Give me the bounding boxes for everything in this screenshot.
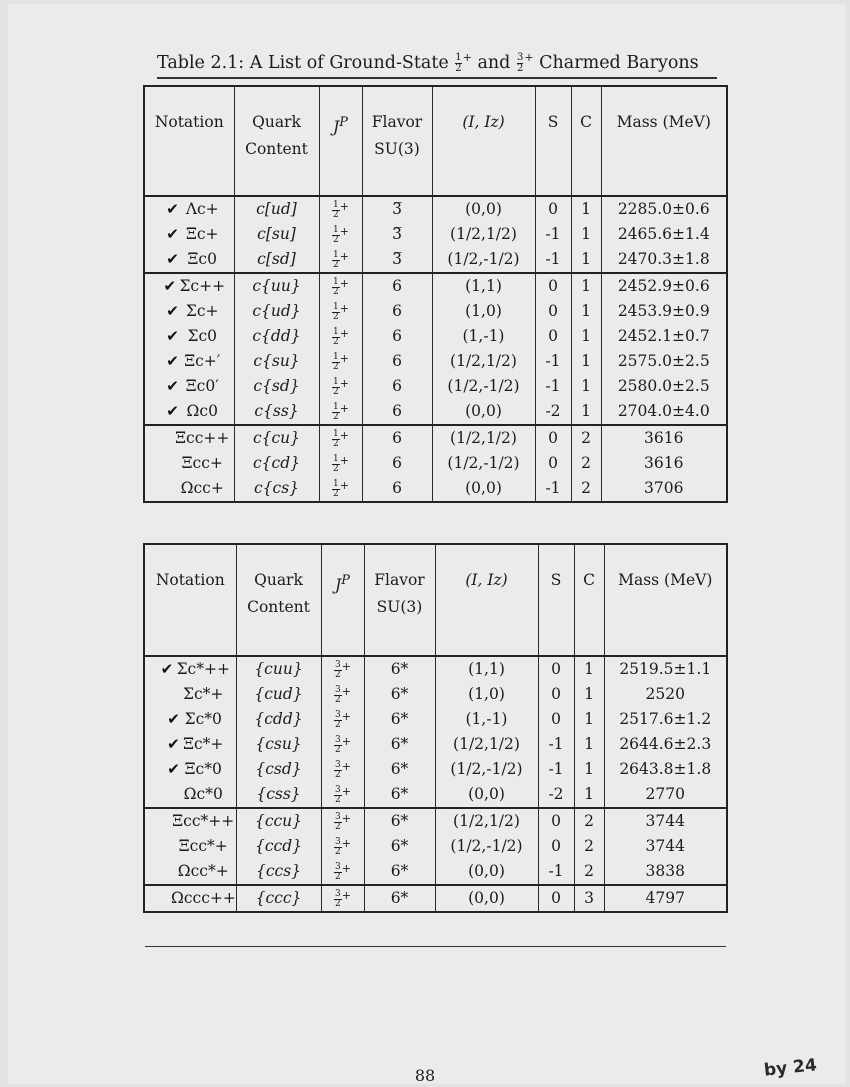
notation-cell	[144, 859, 236, 885]
baryon-symbol: Σc0	[187, 327, 217, 345]
baryon-row	[144, 222, 727, 247]
isospin: (1/2,1/2)	[432, 349, 535, 374]
flavor-su3: 3̅	[362, 222, 432, 247]
baryon-row	[144, 349, 727, 374]
quark-content: {cuu}	[236, 656, 321, 682]
strangeness: 0	[538, 808, 574, 834]
quark-content: {cud}	[236, 682, 321, 707]
caption-fraction-three-halves: $\frac{3}{2}$	[516, 51, 524, 74]
spin-parity: $\frac{1}{2}$ +	[319, 476, 362, 502]
strangeness: 0	[538, 707, 574, 732]
checkmark-icon: ✔	[166, 200, 179, 218]
mass: 2517.6±1.2	[604, 707, 727, 732]
quark-content: {csu}	[236, 732, 321, 757]
notation-cell	[144, 707, 236, 732]
spin-parity: $\frac{3}{2}$ +	[321, 656, 364, 682]
strangeness: -1	[535, 349, 571, 374]
checkmark-icon: ✔	[166, 377, 179, 395]
charm: 2	[574, 808, 604, 834]
baryon-symbol: Ξc*0	[184, 760, 222, 778]
strangeness: -1	[538, 859, 574, 885]
quark-content: c{uu}	[234, 273, 319, 299]
notation-cell	[144, 349, 234, 374]
baryon-row	[144, 859, 727, 885]
quark-content: {cdd}	[236, 707, 321, 732]
isospin: (0,0)	[432, 399, 535, 425]
notation-cell	[144, 324, 234, 349]
flavor-su3: 6	[362, 299, 432, 324]
quark-content: {ccu}	[236, 808, 321, 834]
charm: 2	[571, 425, 601, 451]
baryon-symbol: Ωcc*+	[177, 862, 229, 880]
isospin: (1/2,-1/2)	[432, 374, 535, 399]
notation-cell	[144, 782, 236, 808]
mass: 2520	[604, 682, 727, 707]
strangeness: -2	[538, 782, 574, 808]
flavor-su3: 6	[362, 399, 432, 425]
spin-parity: $\frac{1}{2}$ +	[319, 324, 362, 349]
spin-parity: $\frac{1}{2}$ +	[319, 451, 362, 476]
spin-parity: $\frac{1}{2}$ +	[319, 425, 362, 451]
caption-prefix: Table 2.1: A List of Ground-State	[157, 52, 449, 73]
flavor-su3: 6*	[364, 782, 435, 808]
quark-content: c{cs}	[234, 476, 319, 502]
notation-cell	[144, 222, 234, 247]
isospin: (1,1)	[435, 656, 538, 682]
header-jp: $J^P$	[319, 86, 362, 196]
mass: 4797	[604, 885, 727, 912]
charm: 1	[571, 196, 601, 222]
header-quark-content: Quark Content	[234, 86, 319, 196]
caption-suffix: Charmed Baryons	[539, 52, 699, 73]
strangeness: 0	[535, 273, 571, 299]
header-quark-content: Quark Content	[236, 544, 321, 656]
charm: 2	[574, 834, 604, 859]
mass: 3744	[604, 808, 727, 834]
header-flavor: Flavor SU(3)	[364, 544, 435, 656]
checkmark-icon: ✔	[163, 277, 177, 295]
flavor-su3: 6	[362, 349, 432, 374]
checkmark-icon: ✔	[166, 352, 179, 370]
baryon-row	[144, 247, 727, 273]
baryon-row	[144, 757, 727, 782]
quark-content: c[ud]	[234, 196, 319, 222]
notation-cell	[144, 656, 236, 682]
baryon-symbol: Ωc*0	[183, 785, 223, 803]
header-isospin: (I, Iz)	[432, 86, 535, 196]
isospin: (0,0)	[432, 476, 535, 502]
isospin: (1/2,-1/2)	[435, 834, 538, 859]
notation-cell	[144, 451, 234, 476]
charm: 3	[574, 885, 604, 912]
strangeness: 0	[538, 656, 574, 682]
quark-content: c[su]	[234, 222, 319, 247]
isospin: (0,0)	[432, 196, 535, 222]
quark-content: {csd}	[236, 757, 321, 782]
charm: 1	[571, 374, 601, 399]
strangeness: -1	[535, 374, 571, 399]
isospin: (1,-1)	[435, 707, 538, 732]
spin-parity: $\frac{1}{2}$ +	[319, 196, 362, 222]
quark-content: c{dd}	[234, 324, 319, 349]
spin-parity: $\frac{1}{2}$ +	[319, 374, 362, 399]
spin-parity: $\frac{1}{2}$ +	[319, 399, 362, 425]
flavor-su3: 6*	[364, 757, 435, 782]
isospin: (0,0)	[435, 885, 538, 912]
baryon-row	[144, 196, 727, 222]
spin-parity: $\frac{3}{2}$ +	[321, 707, 364, 732]
baryon-symbol: Λc+	[185, 200, 219, 218]
baryon-symbol: Ξc0	[187, 250, 217, 268]
flavor-su3: 6*	[364, 859, 435, 885]
notation-cell	[144, 374, 234, 399]
baryon-symbol: Ξc0′	[185, 377, 219, 395]
spin-parity: $\frac{3}{2}$ +	[321, 808, 364, 834]
header-strangeness: S	[538, 544, 574, 656]
flavor-su3: 6	[362, 425, 432, 451]
mass: 3706	[601, 476, 727, 502]
baryon-symbol: Σc*0	[184, 710, 222, 728]
checkmark-icon: ✔	[166, 302, 179, 320]
baryon-row	[144, 399, 727, 425]
baryon-symbol: Σc+	[185, 302, 219, 320]
caption-fraction-half: $\frac{1}{2}$	[455, 51, 462, 74]
isospin: (1/2,1/2)	[435, 808, 538, 834]
flavor-su3: 6	[362, 451, 432, 476]
charm: 1	[574, 782, 604, 808]
flavor-su3: 6*	[364, 656, 435, 682]
header-notation: Notation	[144, 86, 234, 196]
notation-cell	[144, 757, 236, 782]
notation-cell	[144, 273, 234, 299]
mass: 2704.0±4.0	[601, 399, 727, 425]
mass: 3838	[604, 859, 727, 885]
baryon-row	[144, 273, 727, 299]
spin-parity: $\frac{3}{2}$ +	[321, 859, 364, 885]
header-charm: C	[574, 544, 604, 656]
spin-parity: $\frac{3}{2}$ +	[321, 682, 364, 707]
flavor-su3: 3̅	[362, 196, 432, 222]
quark-content: {ccd}	[236, 834, 321, 859]
quark-content: c{cd}	[234, 451, 319, 476]
isospin: (0,0)	[435, 859, 538, 885]
mass: 2452.1±0.7	[601, 324, 727, 349]
charm: 2	[574, 859, 604, 885]
charm: 1	[571, 299, 601, 324]
flavor-su3: 6*	[364, 885, 435, 912]
flavor-su3: 6*	[364, 808, 435, 834]
spin-parity: $\frac{3}{2}$ +	[321, 885, 364, 912]
charm: 1	[571, 222, 601, 247]
checkmark-icon: ✔	[167, 710, 180, 728]
charm: 1	[574, 707, 604, 732]
notation-cell	[144, 476, 234, 502]
strangeness: -2	[535, 399, 571, 425]
header-notation: Notation	[144, 544, 236, 656]
notation-cell	[144, 399, 234, 425]
mass: 2519.5±1.1	[604, 656, 727, 682]
strangeness: 0	[538, 682, 574, 707]
charm: 1	[574, 682, 604, 707]
notation-cell	[144, 299, 234, 324]
mass: 2285.0±0.6	[601, 196, 727, 222]
charm: 1	[571, 324, 601, 349]
charm: 1	[571, 349, 601, 374]
flavor-su3: 6*	[364, 707, 435, 732]
baryon-symbol: Ξcc+	[181, 454, 223, 472]
baryon-row	[144, 299, 727, 324]
header-charm: C	[571, 86, 601, 196]
strangeness: 0	[535, 451, 571, 476]
table-caption: Table 2.1: A List of Ground-State $\frac{1}{2}$ + and $\frac{3}{2}$ + Charmed Baryons	[157, 51, 717, 79]
strangeness: -1	[538, 732, 574, 757]
mass: 2770	[604, 782, 727, 808]
handwritten-mark: by 24	[763, 1055, 818, 1081]
spin-parity: $\frac{3}{2}$ +	[321, 757, 364, 782]
notation-cell	[144, 682, 236, 707]
spin-parity: $\frac{1}{2}$ +	[319, 273, 362, 299]
mass: 2644.6±2.3	[604, 732, 727, 757]
mass: 2465.6±1.4	[601, 222, 727, 247]
baryon-row	[144, 707, 727, 732]
charm: 1	[571, 273, 601, 299]
strangeness: -1	[535, 222, 571, 247]
checkmark-icon: ✔	[167, 735, 180, 753]
page-number: 88	[414, 1066, 436, 1085]
quark-content: c{ss}	[234, 399, 319, 425]
isospin: (1,0)	[435, 682, 538, 707]
flavor-su3: 6*	[364, 682, 435, 707]
flavor-su3: 6	[362, 324, 432, 349]
notation-cell	[144, 196, 234, 222]
strangeness: 0	[535, 324, 571, 349]
strangeness: -1	[535, 247, 571, 273]
checkmark-icon: ✔	[166, 250, 179, 268]
flavor-su3: 6	[362, 273, 432, 299]
baryon-symbol: Ωccc++	[171, 889, 236, 907]
flavor-su3: 6*	[364, 834, 435, 859]
notation-cell	[144, 808, 236, 834]
flavor-su3: 6*	[364, 732, 435, 757]
baryon-symbol: Ωc0	[186, 402, 218, 420]
spin-parity: $\frac{3}{2}$ +	[321, 732, 364, 757]
quark-content: {css}	[236, 782, 321, 808]
baryon-symbol: Ξcc*++	[172, 812, 235, 830]
baryon-row	[144, 451, 727, 476]
strangeness: 0	[538, 834, 574, 859]
spin-parity: $\frac{3}{2}$ +	[321, 834, 364, 859]
baryon-row	[144, 834, 727, 859]
baryon-symbol: Σc*+	[183, 685, 224, 703]
isospin: (1,1)	[432, 273, 535, 299]
flavor-su3: 6	[362, 374, 432, 399]
charm: 2	[571, 476, 601, 502]
isospin: (1/2,-1/2)	[435, 757, 538, 782]
isospin: (1,-1)	[432, 324, 535, 349]
baryon-symbol: Ξc+	[185, 225, 219, 243]
strangeness: 0	[535, 196, 571, 222]
baryon-row	[144, 656, 727, 682]
isospin: (1/2,-1/2)	[432, 451, 535, 476]
baryon-symbol: Ξcc*+	[178, 837, 228, 855]
checkmark-icon: ✔	[166, 402, 179, 420]
mass: 2470.3±1.8	[601, 247, 727, 273]
checkmark-icon: ✔	[160, 660, 174, 678]
charm: 2	[571, 451, 601, 476]
spin-parity: $\frac{1}{2}$ +	[319, 349, 362, 374]
quark-content: c[sd]	[234, 247, 319, 273]
spin-parity: $\frac{1}{2}$ +	[319, 299, 362, 324]
baryon-row	[144, 374, 727, 399]
spin-parity: $\frac{1}{2}$ +	[319, 247, 362, 273]
notation-cell	[144, 425, 234, 451]
mass: 3744	[604, 834, 727, 859]
header-mass: Mass (MeV)	[604, 544, 727, 656]
mass: 2453.9±0.9	[601, 299, 727, 324]
flavor-su3: 6	[362, 476, 432, 502]
strangeness: 0	[538, 885, 574, 912]
mass: 2580.0±2.5	[601, 374, 727, 399]
baryon-symbol: Ξc*+	[183, 735, 224, 753]
header-jp: $J^P$	[321, 544, 364, 656]
mass: 3616	[601, 451, 727, 476]
caption-and: and	[477, 52, 511, 73]
isospin: (1/2,1/2)	[432, 222, 535, 247]
isospin: (1/2,1/2)	[435, 732, 538, 757]
strangeness: 0	[535, 425, 571, 451]
quark-content: c{sd}	[234, 374, 319, 399]
baryon-symbol: Ξcc++	[175, 429, 230, 447]
isospin: (0,0)	[435, 782, 538, 808]
baryon-symbol: Ωcc+	[180, 479, 224, 497]
charm: 1	[574, 656, 604, 682]
baryon-row	[144, 808, 727, 834]
spin-parity: $\frac{1}{2}$ +	[319, 222, 362, 247]
strangeness: 0	[535, 299, 571, 324]
baryon-row	[144, 425, 727, 451]
charm: 1	[571, 247, 601, 273]
mass: 3616	[601, 425, 727, 451]
baryon-row	[144, 476, 727, 502]
header-strangeness: S	[535, 86, 571, 196]
table-bottom-rule	[145, 946, 726, 947]
mass: 2643.8±1.8	[604, 757, 727, 782]
baryon-row	[144, 324, 727, 349]
notation-cell	[144, 834, 236, 859]
quark-content: c{su}	[234, 349, 319, 374]
quark-content: c{cu}	[234, 425, 319, 451]
baryon-row	[144, 885, 727, 912]
charm: 1	[571, 399, 601, 425]
header-mass: Mass (MeV)	[601, 86, 727, 196]
spin-half-baryon-table	[143, 85, 728, 503]
baryon-row	[144, 682, 727, 707]
checkmark-icon: ✔	[167, 760, 180, 778]
isospin: (1/2,1/2)	[432, 425, 535, 451]
mass: 2452.9±0.6	[601, 273, 727, 299]
header-isospin: (I, Iz)	[435, 544, 538, 656]
checkmark-icon: ✔	[166, 225, 179, 243]
quark-content: c{ud}	[234, 299, 319, 324]
mass: 2575.0±2.5	[601, 349, 727, 374]
notation-cell	[144, 885, 236, 912]
charm: 1	[574, 757, 604, 782]
baryon-row	[144, 782, 727, 808]
flavor-su3: 3̅	[362, 247, 432, 273]
baryon-row	[144, 732, 727, 757]
isospin: (1/2,-1/2)	[432, 247, 535, 273]
quark-content: {ccs}	[236, 859, 321, 885]
notation-cell	[144, 732, 236, 757]
baryon-symbol: Σc*++	[176, 660, 230, 678]
baryon-symbol: Ξc+′	[184, 352, 221, 370]
spin-three-halves-baryon-table	[143, 543, 728, 913]
strangeness: -1	[535, 476, 571, 502]
strangeness: -1	[538, 757, 574, 782]
charm: 1	[574, 732, 604, 757]
notation-cell	[144, 247, 234, 273]
baryon-symbol: Σc++	[179, 277, 226, 295]
quark-content: {ccc}	[236, 885, 321, 912]
isospin: (1,0)	[432, 299, 535, 324]
checkmark-icon: ✔	[166, 327, 179, 345]
spin-parity: $\frac{3}{2}$ +	[321, 782, 364, 808]
header-flavor: Flavor SU(3)	[362, 86, 432, 196]
